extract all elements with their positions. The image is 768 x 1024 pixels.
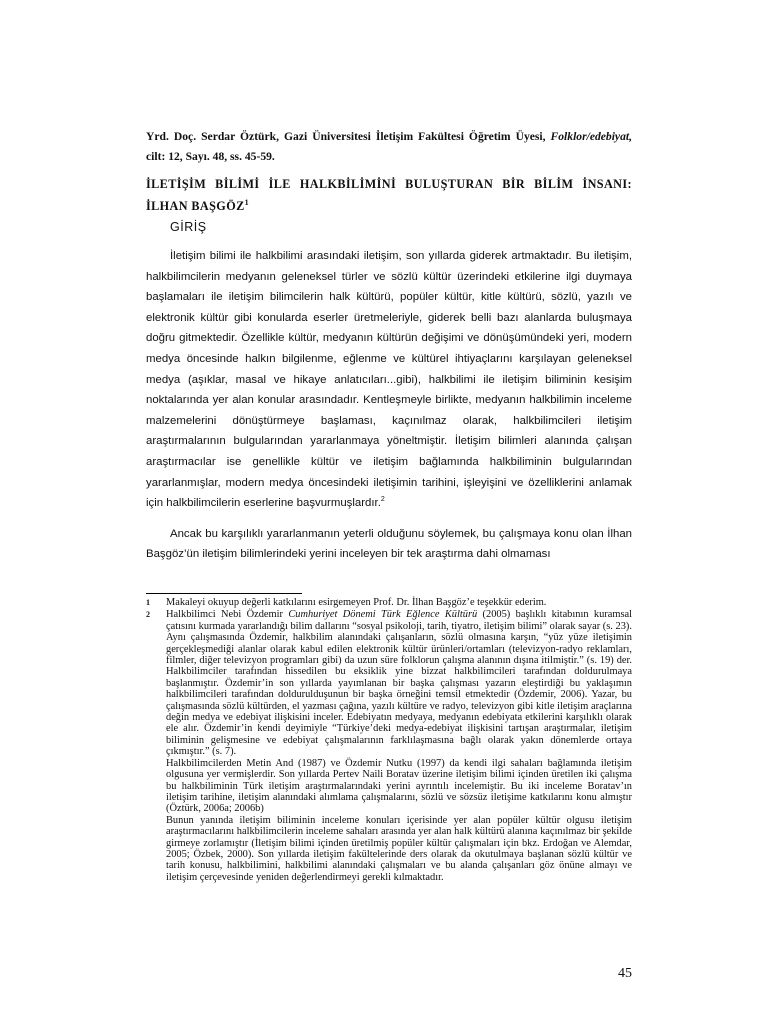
footnote-text — [166, 609, 632, 883]
article-title — [146, 173, 632, 217]
footnote-paragraph: Bunun yanında iletişim biliminin inceleme konuları içerisinde yer alan popüler kültür olgusu iletişim araştırmacılarını halkbilimcilerin inceleme sahaları arasında yer alan halk kültürü alanına kaçınılmaz bir şekilde girmeye zorlamıştır (İletişim bilimi içinden üretilmiş popüler kültür çalışmaları için bkz. Erdoğan ve Alemdar, 2005; Özbek, 2000). Son yıllarda iletişim fakültelerinde ders olarak da okutulmaya başlanan sözlü kültür ve tarih konusu, halkbilimini, halkbilimi alanındaki çalışmaları ve bu alanda çalışanları göz önüne almayı ve iletişim çerçevesinde yeniden değerlendirmeyi gerekli kılmaktadır. — [166, 814, 632, 883]
footnote-paragraph: Makaleyi okuyup değerli katkılarını esirgemeyen Prof. Dr. İlhan Başgöz’e teşekkür ederim. — [166, 597, 547, 608]
footnote-segment: (2005) başlıklı kitabının kuramsal çatısını kurmada yararlandığı bilim dallarını “sosyal psikoloji, tarih, tiyatro, iletişim bilimi” olarak sayar (s. 23). Aynı çalışmasında Özdemir, halkbilim alanındaki çalışanların, sözlü olmasına karşın, “yüz yüze iletişimin gerçekleşmediği alanlar olarak kabul edilen elektronik kültür ürünleri/ortamları (televizyon-radyo reklamları, filmler, diğer televizyon programları gibi) da uzun süre folklorun çalışma alanının dışına itilmiştir.” (s. 19) der. Halkbilimciler tarafından hissedilen bu eksiklik yine bizzat halkbilimcileri tarafından doldurulmaya başlanmıştır. Özdemir’in son yıllarda yayımlanan bir başka çalışması yazarın eleştirdiği bu yaklaşımın halkbilimcileri tarafından doldurulduşunun bir başka örneğini temsil etmektedir (Özdemir, 2006). Yazar, bu çalışmasında sözlü kültürden, el yazması çağına, yazılı kültüre ve radyo, televizyon gibi kitle iletişim araçlarına değin medya ve edebiyat ilişkisini inceler. Edebiyatın medyaya, medyanın edebiyata etkilerini karşılıklı olarak ele alır. Özdemir’in kendi deyimiyle “Türkiye’deki medya-edebiyat ilişkisini tartışan araştırmalar, iletişim biliminin gelişmesine ve edebiyat çalışmalarının farklılaşmasına bağlı olarak yakın dönemlerde ortaya çıkmıştır.” (s. 7). — [166, 609, 632, 758]
footnote-mark: 2 — [380, 496, 385, 504]
footnotes — [146, 597, 632, 884]
paragraph-text: İletişim bilimi ile halkbilimi arasındaki iletişim, son yıllarda giderek artmaktadır. Bu iletişim, halkbilimcilerin medyanın geleneksel türler ve sözlü kültür üzerindeki etkilerine ilgi duymaya başlamaları ile iletişim bilimcilerin halk kültürü, popüler kültür, kitle kültürü, sözlü, yazılı ve elektronik kültür gibi konularda eserler üretmeleriyle, giderek belli bazı alanlarda buluşmaya doğru gitmektedir. Özellikle kültür, medyanın kültürün değişimi ve dönüşümündeki yeri, modern medya öncesinde halkın bilgilenme, eğlenme ve kültürel ihtiyaçlarını karşılayan geleneksel medya (aşıklar, masal ve hikaye anlatıcıları...gibi), halkbilimi ile iletişim biliminin kesişim noktalarında yer alan konular arasındadır. Kentleşmeyle birlikte, medyanın halkbilimin inceleme malzemelerini dönüştürmeye başlaması, kaçınılmaz olarak, halkbilimcileri iletişim araştırmalarının bulgularından yararlanmaya yöneltmiştir. İletişim bilimleri alanında çalışan araştırmacılar ise genellikle kültür ve iletişim bağlamında halkbiliminin bulgularından yararlanmışlar, modern medya öncesindeki iletişimin tarihini, işleyişini ve özelliklerini anlamak için halkbilimcilerin eserlerine başvurmuşlardır. — [146, 250, 632, 510]
citation-journal: Folklor/edebiyat, — [550, 130, 632, 143]
footnote-paragraph — [166, 609, 632, 757]
body-paragraph — [146, 246, 632, 514]
title-footnote-mark: 1 — [244, 197, 250, 207]
article-body — [146, 246, 632, 575]
footnote-segment: Halkbilimci Nebi Özdemir — [166, 609, 289, 621]
article-citation — [146, 127, 632, 167]
footnote-text — [166, 597, 632, 608]
footnote-item — [146, 609, 632, 883]
footnote-number: 1 — [146, 598, 150, 607]
citation-volume: cilt: 12, Sayı. 48, ss. 45-59. — [146, 150, 275, 163]
footnote-separator — [146, 593, 302, 594]
page-number: 45 — [618, 966, 632, 981]
footnote-number: 2 — [146, 610, 150, 620]
body-paragraph — [146, 524, 632, 565]
footnote-paragraph: Halkbilimcilerden Metin And (1987) ve Özdemir Nutku (1997) da kendi ilgi sahaları bağlamında iletişim olgusuna yer vermişlerdir. Son yıllarda Pertev Naili Boratav üzerine iletişim bilimi içinden üretilen iki çalışma bu halkbiliminin Türk iletişim araştırmalarındaki yerini ayrıntılı incelemiştir. Bu iki inceleme Boratav’ın iletişim tarihine, iletişim alanındaki alımlama çalışmalarını, sözlü ve sözsüz iletişime katkılarını konu almıştır (Öztürk, 2006a; 2006b) — [166, 757, 632, 815]
footnote-item — [146, 597, 632, 608]
paragraph-text: Ancak bu karşılıklı yararlanmanın yeterli olduğunu söylemek, bu çalışmaya konu olan İlhan Başgöz’ün iletişim bilimlerindeki yerini inceleyen bir tek araştırma dahi olmaması — [146, 527, 632, 561]
article-title-text: İLETİŞİM BİLİMİ İLE HALKBİLİMİNİ BULUŞTURAN BİR BİLİM İNSANI: İLHAN BAŞGÖZ — [146, 177, 632, 213]
cited-book-title: Cumhuriyet Dönemi Türk Eğlence Kültürü — [288, 609, 478, 621]
section-heading: GİRİŞ — [170, 220, 207, 234]
citation-author: Yrd. Doç. Serdar Öztürk, Gazi Üniversitesi İletişim Fakültesi Öğretim Üyesi, — [146, 130, 551, 143]
